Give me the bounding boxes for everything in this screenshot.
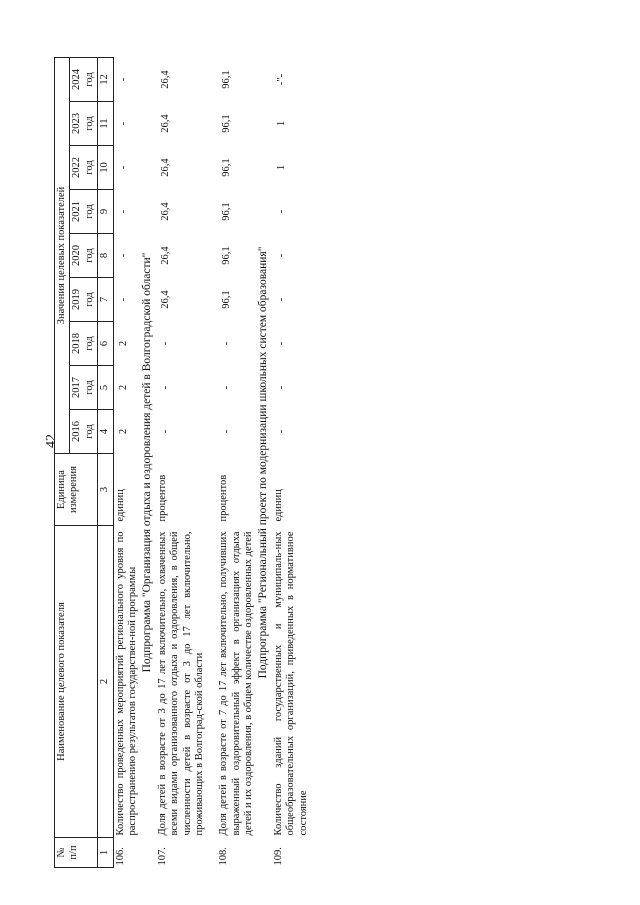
indicator-value: 26,4 [159,158,171,177]
header-year: 2016 год [70,410,98,454]
header-year: 2017 год [70,366,98,410]
page-number: 42 [44,434,59,448]
indicator-value: - [117,121,129,126]
indicator-value: - [276,297,287,302]
indicator-value: 2 [117,428,129,435]
header-year: 2022 год [70,146,98,190]
column-number: 2 [98,526,113,838]
indicator-value: 26,4 [159,70,171,89]
indicator-value: - [159,429,171,434]
indicator-value: 96,1 [221,70,233,89]
column-number: 7 [98,278,113,322]
row-number: 108. [218,847,230,866]
indicator-value: 96,1 [221,202,233,221]
indicator-value: - [159,385,171,390]
table-row [113,57,140,867]
table-row [217,57,256,867]
row-number: 109. [273,847,284,866]
header-year: 2023 год [70,102,98,146]
indicator-unit: единиц [273,489,284,522]
column-number: 8 [98,234,113,278]
indicator-value: 2 [117,340,129,347]
subprogram-row [140,57,156,867]
column-number: 12 [98,57,113,101]
header-year: 2021 год [70,190,98,234]
column-number: 1 [98,838,113,868]
indicator-value: - [159,341,171,346]
table-row [156,57,208,867]
indicator-value: 2 [117,384,129,391]
indicator-unit: процентов [218,474,230,522]
landscape-page [54,58,614,868]
indicator-name: Количество проведенных мероприятий регионального уровня по распространению результатов государствен-ной программы [114,531,138,836]
column-number: 9 [98,190,113,234]
indicator-value: 96,1 [221,114,233,133]
indicator-name: Количество зданий государственных и муниципаль-ных общеобразовательных организаций, приведенных в нормативное состояние [273,531,309,836]
indicator-value: 26,4 [159,290,171,309]
header-year: 2020 год [70,234,98,278]
column-number: 6 [98,322,113,366]
indicator-value: -"- [276,73,287,86]
indicator-value: - [221,341,233,346]
indicator-value: 1 [276,164,287,171]
header-year: 2019 год [70,278,98,322]
column-number: 4 [98,410,113,454]
indicator-value: 26,4 [159,202,171,221]
row-number: 107. [156,847,168,866]
header-year: 2024 год [70,57,98,101]
indicator-value: - [276,209,287,214]
indicator-value: - [221,429,233,434]
indicator-value: - [117,253,129,258]
subprogram-title: Подпрограмма "Организация отдыха и оздоровления детей в Волгоградской области" [141,252,154,673]
header-unit: Единица измерения [55,454,98,526]
table-row [272,57,311,867]
indicator-value: 26,4 [159,246,171,265]
indicators-table [54,57,311,868]
indicator-unit: единиц [114,489,126,522]
header-values-group: Значения целевых показателей [55,57,70,453]
column-number: 3 [98,454,113,526]
column-number: 10 [98,146,113,190]
indicator-value: - [276,253,287,258]
indicator-value: - [276,341,287,346]
indicator-value: - [117,297,129,302]
indicator-value: 1 [276,120,287,127]
indicator-value: - [117,209,129,214]
indicator-value: - [117,77,129,82]
indicator-name: Доля детей в возрасте от 7 до 17 лет включительно, получивших выраженный оздоровительный эффект в организациях отдыха детей и их оздоровления, в общем количестве оздоровленных детей [218,531,255,836]
subprogram-row [256,57,272,867]
indicator-value: 96,1 [221,246,233,265]
indicator-unit: процентов [156,474,168,522]
header-year: 2018 год [70,322,98,366]
column-numbers-row [98,57,113,867]
column-number: 5 [98,366,113,410]
indicator-value: - [276,385,287,390]
row-number: 106. [114,847,126,866]
indicator-value: 26,4 [159,114,171,133]
header-name: Наименование целевого показателя [55,526,98,838]
column-number: 11 [98,102,113,146]
indicator-name: Доля детей в возрасте от 3 до 17 лет включительно, охваченных всеми видами организованного отдыха и оздоровления, в общей численности детей в возрасте от 3 до 17 лет включительно, проживающих в Волгоград-ской области [156,531,205,836]
indicator-value: 96,1 [221,290,233,309]
indicator-value: 96,1 [221,158,233,177]
indicator-value: - [276,429,287,434]
subprogram-title: Подпрограмма "Региональный проект по модернизации школьных систем образования" [257,246,270,679]
indicator-value: - [221,385,233,390]
indicator-value: - [117,165,129,170]
header-no: № п/п [55,838,98,868]
